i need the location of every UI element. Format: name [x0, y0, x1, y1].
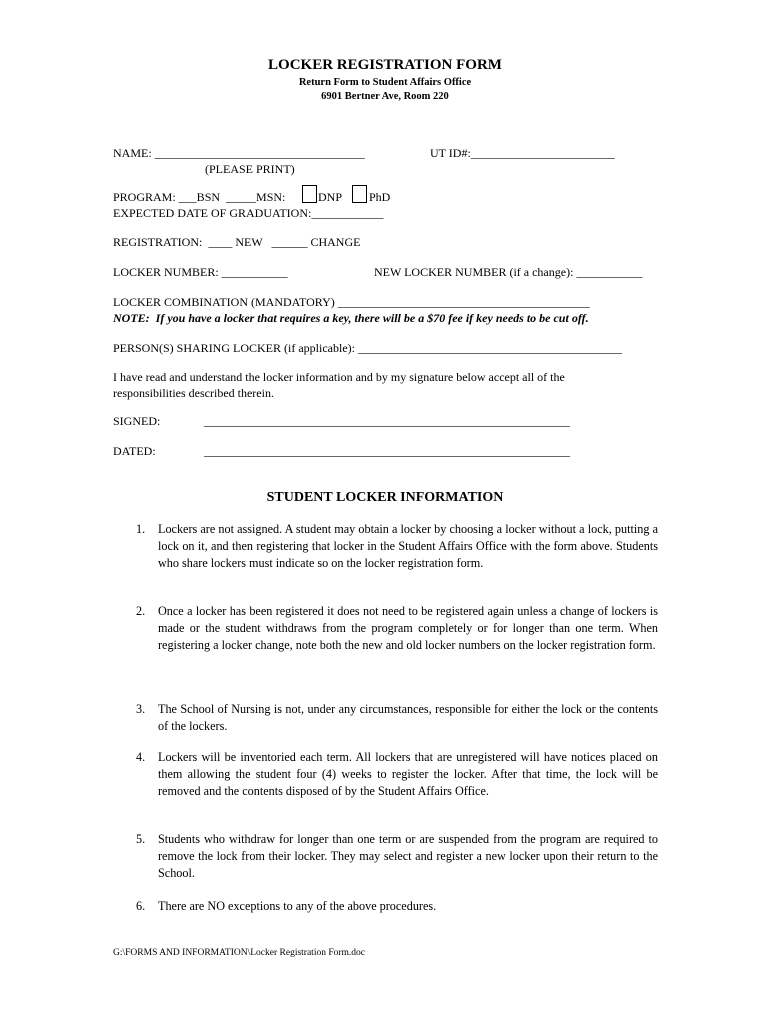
- locker-number-field[interactable]: LOCKER NUMBER: ___________: [113, 265, 288, 279]
- locker-combination-field[interactable]: LOCKER COMBINATION (MANDATORY) __________________________________________: [113, 295, 590, 309]
- list-item: [112, 898, 658, 915]
- list-item: [112, 749, 658, 801]
- date-line[interactable]: _____________________________________________________________: [204, 444, 570, 458]
- item-number: 1.: [136, 522, 146, 536]
- registration-type-field[interactable]: REGISTRATION: ____ NEW ______ CHANGE: [113, 235, 361, 249]
- footer-file-path: G:\FORMS AND INFORMATION\Locker Registration Form.doc: [113, 948, 366, 958]
- utid-field[interactable]: UT ID#:________________________: [430, 146, 615, 160]
- signed-label: SIGNED:: [113, 414, 161, 428]
- item-text: Lockers will be inventoried each term. All lockers that are unregistered will have notices placed on them allowing the student four (4) weeks to register the locker. After that time, the lock will be removed and the contents disposed of by the Student Affairs Office.: [158, 750, 658, 799]
- item-text: There are NO exceptions to any of the above procedures.: [158, 899, 437, 913]
- dnp-label: DNP: [318, 190, 343, 204]
- new-locker-number-field[interactable]: NEW LOCKER NUMBER (if a change): ___________: [374, 265, 643, 279]
- acknowledgement-line-1: I have read and understand the locker information and by my signature below accept all of the: [113, 370, 565, 384]
- graduation-date-field[interactable]: EXPECTED DATE OF GRADUATION:____________: [113, 206, 384, 220]
- name-field[interactable]: NAME: ___________________________________: [113, 146, 365, 160]
- office-address: 6901 Bertner Ave, Room 220: [321, 91, 449, 102]
- info-section-title: STUDENT LOCKER INFORMATION: [266, 490, 504, 505]
- dnp-checkbox[interactable]: [302, 185, 317, 203]
- phd-label: PhD: [369, 190, 391, 204]
- item-text: Once a locker has been registered it does not need to be registered again unless a change of lockers is made or the student withdraws from the program completely or for longer than one term. When registering a locker change, note both the new and old locker numbers on the locker registration form.: [158, 604, 658, 653]
- list-item: [112, 521, 658, 573]
- item-text: The School of Nursing is not, under any circumstances, responsible for either the lock or the contents of the lockers.: [158, 702, 658, 734]
- program-field[interactable]: PROGRAM: ___BSN _____MSN:: [113, 190, 286, 204]
- return-instruction: Return Form to Student Affairs Office: [298, 77, 472, 88]
- key-fee-note: NOTE: If you have a locker that requires a key, there will be a $70 fee if key needs to be cut off.: [113, 311, 589, 325]
- sharing-locker-field[interactable]: PERSON(S) SHARING LOCKER (if applicable): ____________________________________________: [113, 341, 622, 355]
- list-item: [112, 603, 658, 655]
- item-text: Students who withdraw for longer than one term or are suspended from the program are required to remove the lock from their locker. They may select and register a new locker upon their return to the School.: [158, 832, 658, 881]
- dated-label: DATED:: [113, 444, 156, 458]
- form-title: LOCKER REGISTRATION FORM: [268, 57, 502, 73]
- item-number: 5.: [136, 832, 146, 846]
- list-item: [112, 831, 658, 883]
- phd-checkbox[interactable]: [352, 185, 367, 203]
- item-number: 2.: [136, 604, 146, 618]
- please-print-hint: (PLEASE PRINT): [205, 162, 295, 176]
- item-text: Lockers are not assigned. A student may obtain a locker by choosing a locker without a lock, putting a lock on it, and then registering that locker in the Student Affairs Office with the form above. Students who share lockers must indicate so on the locker registration form.: [158, 522, 658, 571]
- item-number: 6.: [136, 899, 146, 913]
- item-number: 3.: [136, 702, 146, 716]
- item-number: 4.: [136, 750, 146, 764]
- acknowledgement-line-2: responsibilities described therein.: [113, 386, 274, 400]
- list-item: [112, 701, 658, 735]
- signature-line[interactable]: _____________________________________________________________: [204, 414, 570, 428]
